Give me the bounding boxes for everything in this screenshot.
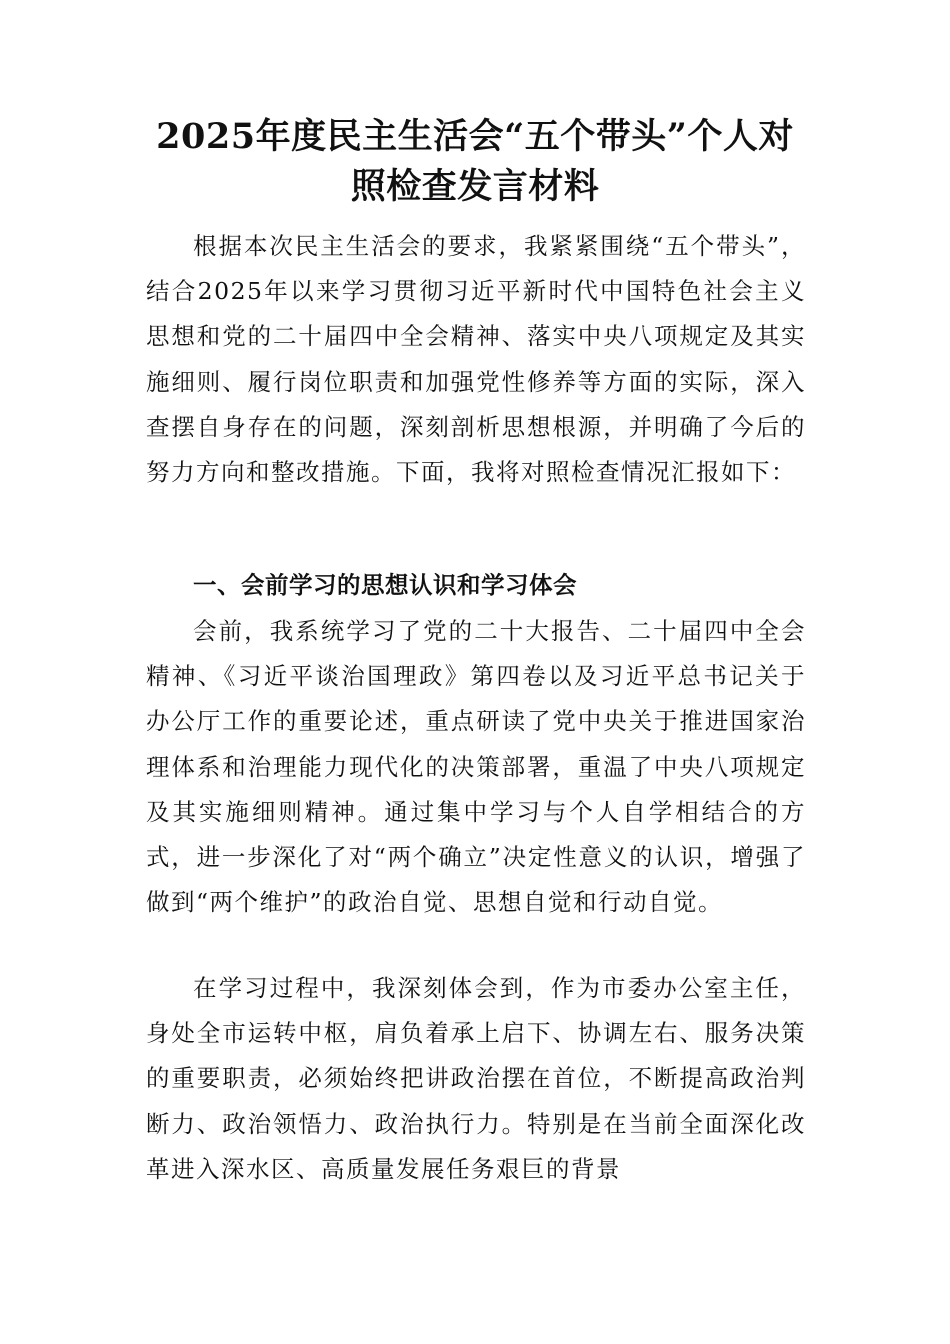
intro-paragraph: 根据本次民主生活会的要求，我紧紧围绕“五个带头”，结合2025年以来学习贯彻习近平新时代中国特色社会主义思想和党的二十届四中全会精神、落实中央八项规定及其实施细则、履行岗位职责和加强党性修养等方面的实际，深入查摆自身存在的问题，深刻剖析思想根源，并明确了今后的努力方向和整改措施。下面，我将对照检查情况汇报如下： — [146, 232, 806, 487]
section-heading-1: 一、会前学习的思想认识和学习体会 — [193, 571, 577, 599]
study-paragraph: 会前，我系统学习了党的二十大报告、二十届四中全会精神、《习近平谈治国理政》第四卷以及习近平总书记关于办公厅工作的重要论述，重点研读了党中央关于推进国家治理体系和治理能力现代化的决策部署，重温了中央八项规定及其实施细则精神。通过集中学习与个人自学相结合的方式，进一步深化了对“两个确立”决定性意义的认识，增强了做到“两个维护”的政治自觉、思想自觉和行动自觉。 — [146, 617, 806, 917]
document-title — [120, 112, 830, 212]
title-line-2: 照检查发言材料 — [350, 166, 600, 207]
reflection-paragraph: 在学习过程中，我深刻体会到，作为市委办公室主任，身处全市运转中枢，肩负着承上启下、协调左右、服务决策的重要职责，必须始终把讲政治摆在首位，不断提高政治判断力、政治领悟力、政治执行力。特别是在当前全面深化改革进入深水区、高质量发展任务艰巨的背景 — [146, 974, 806, 1183]
title-line-1: 2025年度民主生活会“五个带头”个人对 — [156, 116, 794, 157]
